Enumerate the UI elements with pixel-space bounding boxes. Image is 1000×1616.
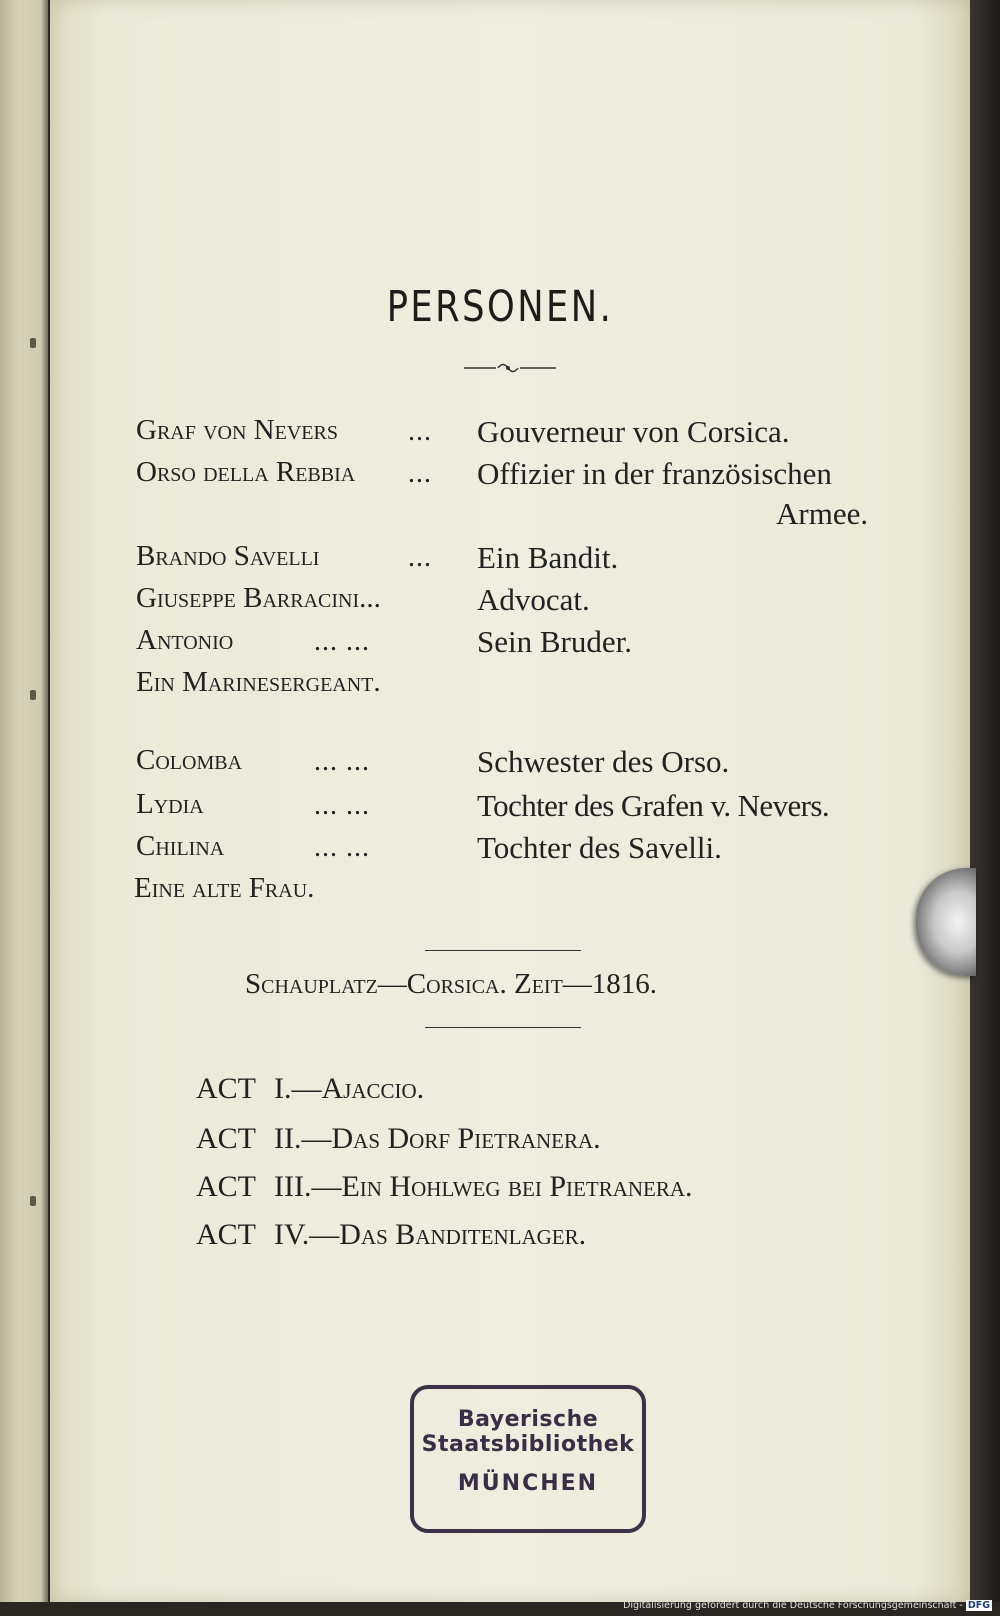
cast-name: Antonio bbox=[136, 624, 234, 656]
cast-role: Sein Bruder. bbox=[477, 624, 632, 659]
stamp-line: Bayerische bbox=[457, 1407, 599, 1432]
library-stamp bbox=[410, 1385, 646, 1533]
stamp-line: Staatsbibliothek bbox=[421, 1432, 635, 1457]
cast-name: Graf von Nevers bbox=[136, 414, 338, 446]
cast-dots: ... bbox=[408, 542, 432, 573]
cast-name: Colomba bbox=[136, 744, 243, 776]
cast-role: Ein Bandit. bbox=[477, 540, 619, 575]
spine-mark bbox=[30, 338, 36, 348]
cast-name: Brando Savelli bbox=[136, 540, 320, 572]
dfg-logo-icon: DFG bbox=[967, 1600, 990, 1611]
cast-role: Offizier in der französischen bbox=[477, 456, 832, 491]
cast-dots: ... ... bbox=[314, 746, 370, 777]
cast-role-continued: Armee. bbox=[776, 496, 869, 531]
cast-dots: ... ... bbox=[314, 832, 370, 863]
spine-mark bbox=[30, 690, 36, 700]
stamp-line: MÜNCHEN bbox=[457, 1471, 599, 1496]
divider-rule bbox=[425, 950, 581, 951]
cast-name: Ein Marinesergeant. bbox=[136, 666, 381, 698]
cast-name: Orso della Rebbia bbox=[136, 456, 356, 488]
cast-role: Tochter des Grafen v. Nevers. bbox=[477, 788, 829, 823]
cast-name: Lydia bbox=[136, 788, 204, 820]
cast-dots: ... ... bbox=[314, 790, 370, 821]
divider-rule bbox=[425, 1027, 581, 1028]
act-line: ACT III.—Ein Hohlweg bei Pietranera. bbox=[196, 1170, 693, 1203]
cast-dots: ... ... bbox=[314, 626, 370, 657]
cast-name: Chilina bbox=[136, 830, 225, 862]
act-line: ACT IV.—Das Banditenlager. bbox=[196, 1218, 587, 1251]
digitization-footer: Digitalisierung gefördert durch die Deutsche Forschungsgemeinschaft - DFG bbox=[623, 1600, 990, 1611]
cast-role: Schwester des Orso. bbox=[477, 744, 730, 779]
cast-role: Gouverneur von Corsica. bbox=[477, 414, 790, 449]
cast-role: Tochter des Savelli. bbox=[477, 830, 722, 865]
book-edge bbox=[970, 0, 1000, 1602]
cast-name: Eine alte Frau. bbox=[134, 872, 315, 904]
cast-name: Giuseppe Barracini... bbox=[136, 582, 381, 614]
act-line: ACT II.—Das Dorf Pietranera. bbox=[196, 1122, 601, 1155]
left-page-edge bbox=[0, 0, 48, 1602]
cast-dots: ... bbox=[408, 416, 432, 447]
spine-mark bbox=[30, 1196, 36, 1206]
cast-role: Advocat. bbox=[477, 582, 590, 617]
ornament-divider bbox=[464, 360, 556, 376]
act-line: ACT I.—Ajaccio. bbox=[196, 1072, 425, 1105]
cast-dots: ... bbox=[408, 458, 432, 489]
page-title: PERSONEN. bbox=[386, 282, 614, 332]
setting-line: Schauplatz—Corsica. Zeit—1816. bbox=[245, 968, 658, 1000]
